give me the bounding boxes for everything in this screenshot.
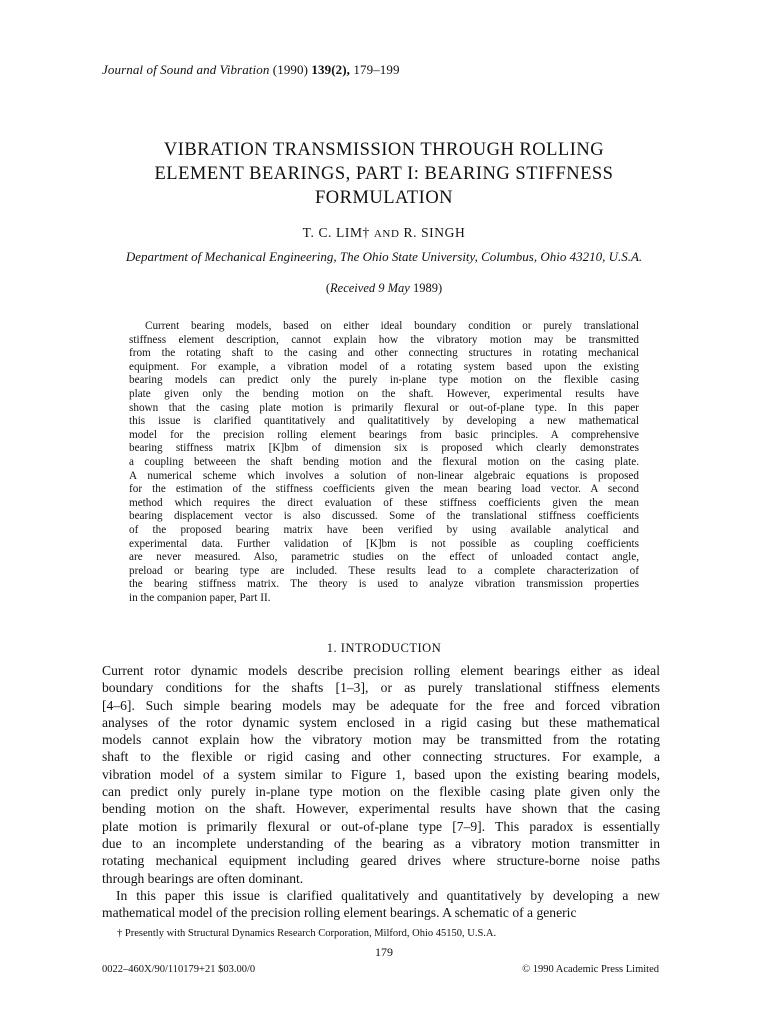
text-line: equipment. For example, a vibration model of a rotating system based upon the existing — [129, 360, 639, 373]
journal-volume: 139(2), — [311, 62, 351, 77]
text-line: are never measured. Also, parametric studies on the effect of unloaded contact angle, — [129, 551, 639, 564]
received-date: (Received 9 May 1989) — [325, 281, 443, 295]
title-line: VIBRATION TRANSMISSION THROUGH ROLLING — [163, 140, 605, 160]
text-line: Current bearing models, based on either ideal boundary condition or purely translational — [145, 320, 639, 332]
text-line: a coupling betweeen the shaft bending motion and the flexural motion on the casing plate. — [129, 455, 639, 468]
text-line: through bearings are often dominant. — [102, 870, 304, 886]
copyright-notice: © 1990 Academic Press Limited — [522, 964, 659, 975]
author-conjunction: AND — [373, 228, 400, 240]
author-name: R. SINGH — [403, 225, 466, 240]
text-line: model for the precision rolling element bearings from basic principles. A comprehensive — [129, 428, 639, 441]
journal-citation — [102, 62, 400, 78]
text-line: vibration model of a system similar to Figure 1, based upon the existing bearing models, — [102, 766, 660, 782]
title-line: ELEMENT BEARINGS, PART I: BEARING STIFFNESS — [154, 164, 614, 184]
author-affiliation: Department of Mechanical Engineering, The Ohio State University, Columbus, Ohio 43210, U.S.A. — [125, 249, 643, 264]
footnote: † Presently with Structural Dynamics Research Corporation, Milford, Ohio 45150, U.S.A. — [117, 928, 497, 939]
text-line: in the companion paper, Part II. — [129, 591, 271, 604]
abstract — [129, 320, 639, 605]
text-line: due to an incomplete understanding of the bearing as a vibratory motion transmitter in — [102, 835, 660, 851]
received-label: Received 9 May — [330, 281, 410, 295]
text-line: Current rotor dynamic models describe precision rolling element bearings either as ideal — [102, 663, 660, 678]
journal-pages: 179–199 — [353, 62, 400, 77]
text-line: analyses of the rotor dynamic system enclosed in a rigid casing but these mathematical — [102, 714, 660, 730]
text-line: preload or bearing type are included. These results lead to a complete characterization of — [129, 564, 639, 577]
text-line: [4–6]. Such simple bearing models may be adequate for the free and forced vibration — [102, 697, 660, 713]
text-line: shaft to the flexible or rigid casing and other connecting structures. For example, a — [102, 749, 660, 765]
text-line: for the estimation of the stiffness coefficients given the mean bearing load vector. A second — [129, 483, 639, 496]
text-line: bearing stiffness matrix [K]bm of dimension six is proposed which clearly demonstrates — [129, 442, 639, 455]
issn-code: 0022–460X/90/110179+21 $03.00/0 — [102, 964, 256, 975]
text-line: plate given only the bending motion on the shaft. However, experimental results have — [129, 387, 639, 400]
author-list — [100, 225, 668, 241]
text-line: experimental data. Further validation of [K]bm is not possible as coupling coefficients — [129, 537, 639, 550]
paper-title — [100, 138, 668, 210]
text-line: bearing models can predict only the purely in-plane type motion on the flexible casing — [129, 374, 639, 387]
text-line: can predict only purely in-plane type motion on the flexible casing plate given only the — [102, 784, 660, 800]
text-line: mathematical model of the precision rolling element bearings. A schematic of a generic — [102, 905, 577, 921]
section-heading: 1. INTRODUCTION — [326, 641, 442, 655]
text-line: bending motion on the shaft. However, experimental results have shown that the casing — [102, 801, 660, 817]
text-line: bearing displacement vector is also discussed. Some of the translational stiffness coefficients — [129, 510, 639, 523]
journal-year: (1990) — [272, 62, 309, 77]
text-line: boundary conditions for the shafts [1–3], or as purely translational stiffness elements — [102, 680, 660, 696]
text-line: plate motion is primarily flexural or out-of-plane type [7–9]. This paradox is essentially — [102, 818, 660, 834]
text-line: the bearing stiffness matrix. The theory is used to analyze vibration transmission properties — [129, 578, 639, 591]
page-number: 179 — [375, 945, 393, 959]
title-line: FORMULATION — [314, 188, 454, 208]
author-name: T. C. LIM† — [302, 225, 370, 240]
text-line: models cannot explain how the vibratory motion may be transmitted from the rotating — [102, 732, 660, 748]
body-text — [102, 662, 660, 921]
text-line: A numerical scheme which involves a solution of non-linear algebraic equations is proposed — [129, 469, 639, 482]
text-line: from the rotating shaft to the casing and other connecting structures in rotating mechanical — [129, 347, 639, 360]
text-line: of the proposed bearing matrix have been verified by using available analytical and — [129, 523, 639, 536]
text-line: In this paper this issue is clarified qualitatively and quantitatively by developing a new — [116, 887, 660, 903]
text-line: rotating mechanical equipment including geared drives where structure-borne noise paths — [102, 853, 660, 869]
text-line: shown that the casing plate motion is primarily flexural or out-of-plane type. In this paper — [129, 401, 639, 414]
journal-name: Journal of Sound and Vibration — [102, 62, 270, 77]
text-line: method which requires the direct evaluation of these stiffness coefficients given the mean — [129, 496, 639, 509]
received-year: 1989 — [412, 281, 438, 295]
text-line: this issue is clarified quantitatively and qualitatitively by developing a new mathematical — [129, 415, 639, 428]
text-line: stiffness element description, cannot explain how the vibratory motion may be transmitted — [129, 333, 639, 346]
